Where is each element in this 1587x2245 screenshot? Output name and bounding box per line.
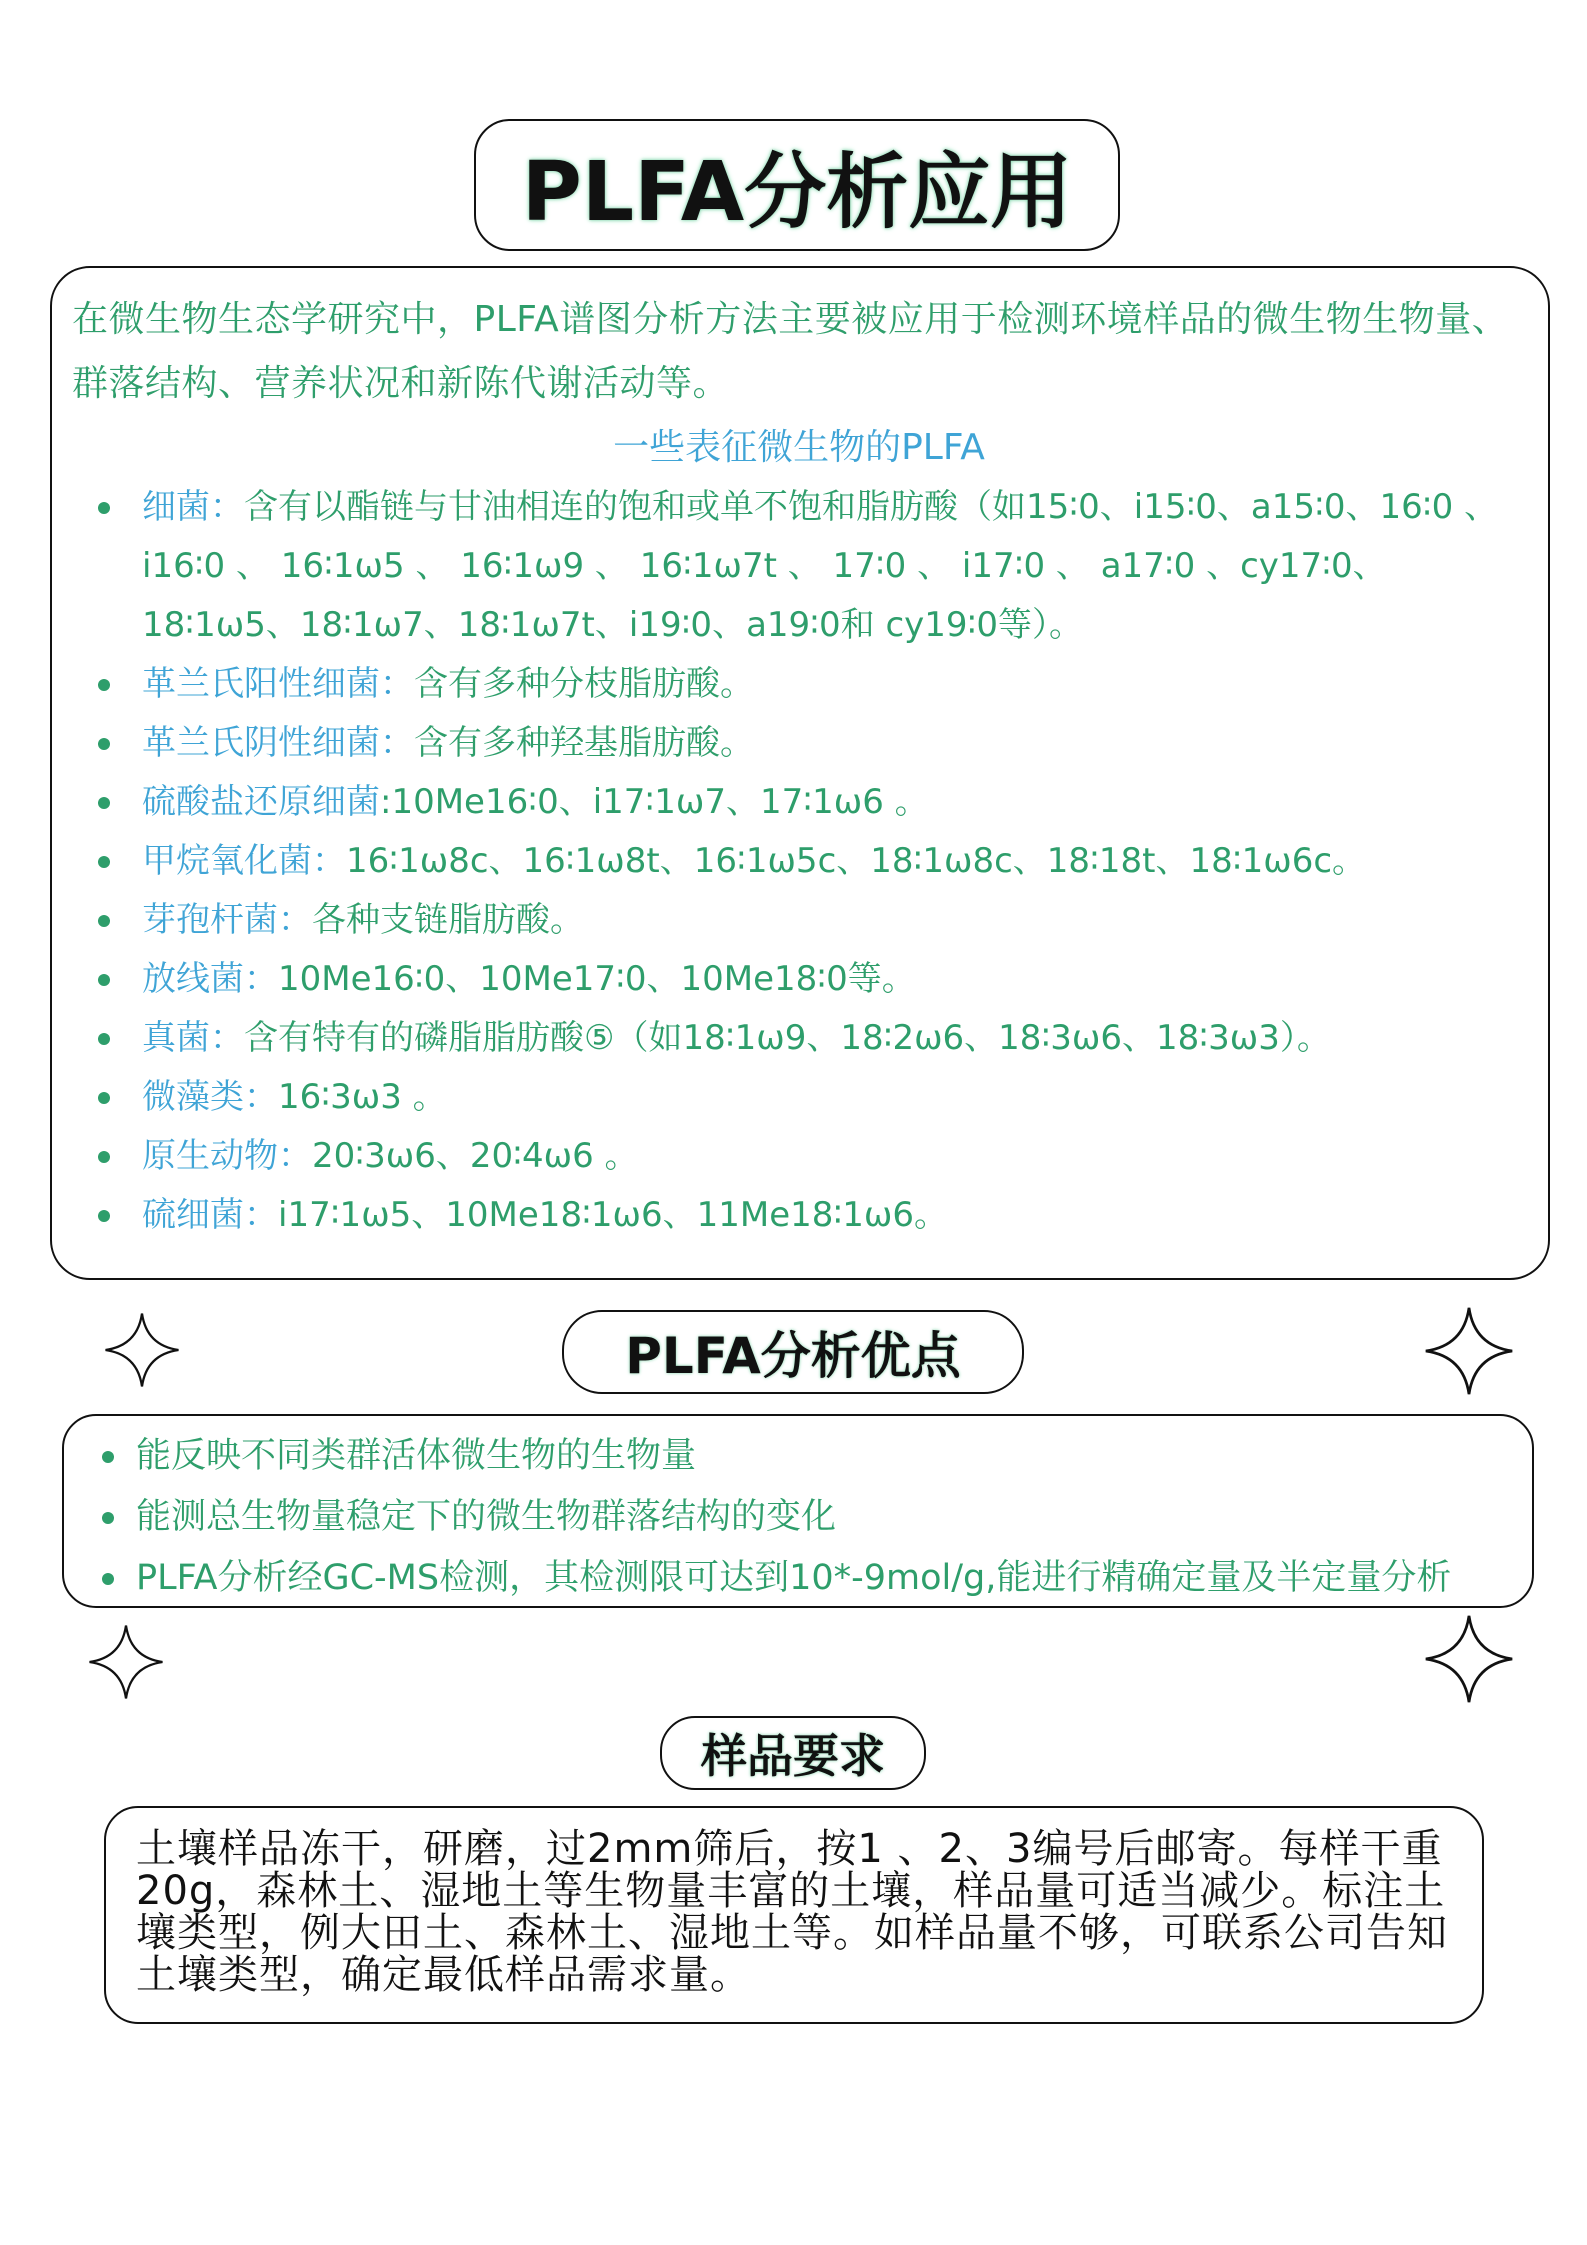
advantages-panel <box>62 1414 1534 1608</box>
list-item <box>72 832 1526 891</box>
sample-requirements-text: 土壤样品冻干，研磨，过2mm筛后，按1 、2、3编号后邮寄。每样干重20g，森林土、湿地土等生物量丰富的土壤，样品量可适当减少。标注土壤类型，例大田土、森林土、湿地土等。如样品量不够，可联系公司告知土壤类型，确定最低样品需求量。 <box>136 1826 1448 1998</box>
item-label: 细菌： <box>142 487 244 527</box>
sparkle-icon <box>104 1312 180 1388</box>
list-item <box>72 1009 1526 1068</box>
list-item <box>72 1186 1526 1245</box>
list-item <box>72 950 1526 1009</box>
bullet-icon <box>102 1451 114 1463</box>
item-label: 真菌： <box>142 1018 244 1058</box>
item-label: 革兰氏阴性细菌： <box>142 723 414 763</box>
bullet-icon <box>102 1573 114 1585</box>
sparkle-icon <box>1424 1306 1514 1396</box>
item-text: 16∶1ω8c、16∶1ω8t、16∶1ω5c、18∶1ω8c、18∶18t、18∶1ω6c。 <box>346 841 1367 881</box>
list-item <box>72 478 1526 655</box>
microbe-list <box>72 478 1526 1245</box>
bullet-icon <box>98 1033 110 1045</box>
item-text: 20∶3ω6、20∶4ω6 。 <box>312 1136 639 1176</box>
item-text: 含有多种分枝脂肪酸。 <box>414 664 754 704</box>
advantage-text: 能反映不同类群活体微生物的生物量 <box>136 1436 697 1476</box>
advantage-text: 能测总生物量稳定下的微生物群落结构的变化 <box>136 1497 837 1537</box>
item-text: 含有特有的磷脂脂肪酸⑤（如18∶1ω9、18∶2ω6、18∶3ω6、18∶3ω3）。 <box>244 1018 1331 1058</box>
bullet-icon <box>102 1512 114 1524</box>
bullet-icon <box>98 915 110 927</box>
advantages-title: PLFA分析优点 <box>562 1310 1024 1394</box>
bullet-icon <box>98 679 110 691</box>
item-label: 硫酸盐还原细菌 <box>142 782 380 822</box>
bullet-icon <box>98 1151 110 1163</box>
list-item <box>94 1426 1532 1487</box>
item-label: 甲烷氧化菌： <box>142 841 346 881</box>
list-item <box>94 1487 1532 1548</box>
bullet-icon <box>98 738 110 750</box>
item-text: 10Me16∶0、10Me17∶0、10Me18∶0等。 <box>278 959 916 999</box>
advantage-text: PLFA分析经GC-MS检测，其检测限可达到10*-9mol/g,能进行精确定量及半定量分析 <box>136 1558 1452 1598</box>
bullet-icon <box>98 856 110 868</box>
item-label: 硫细菌： <box>142 1195 278 1235</box>
sparkle-icon <box>1424 1614 1514 1704</box>
advantages-list <box>94 1426 1532 1609</box>
bullet-icon <box>98 1092 110 1104</box>
item-label: 芽孢杆菌： <box>142 900 312 940</box>
application-panel <box>50 266 1550 1280</box>
bullet-icon <box>98 974 110 986</box>
plfa-subheading: 一些表征微生物的PLFA <box>613 427 985 468</box>
item-label: 原生动物： <box>142 1136 312 1176</box>
intro-paragraph: 在微生物生态学研究中，PLFA谱图分析方法主要被应用于检测环境样品的微生物生物量、群落结构、营养状况和新陈代谢活动等。 <box>72 299 1509 404</box>
list-item <box>72 655 1526 714</box>
item-text: 含有多种羟基脂肪酸。 <box>414 723 754 763</box>
list-item <box>72 773 1526 832</box>
item-label: 革兰氏阳性细菌： <box>142 664 414 704</box>
sample-panel <box>104 1806 1484 2024</box>
sparkle-icon <box>88 1624 164 1700</box>
item-text: 各种支链脂肪酸。 <box>312 900 584 940</box>
page-title: PLFA分析应用 <box>474 119 1120 251</box>
sample-title: 样品要求 <box>660 1716 926 1790</box>
list-item <box>72 891 1526 950</box>
item-text: 含有以酯链与甘油相连的饱和或单不饱和脂肪酸（如15∶0、i15∶0、a15∶0、16∶0 、 i16∶0 、 16∶1ω5 、 16∶1ω9 、 16∶1ω7t 、 17∶0 、 i17∶0 、 a17∶0 、cy17∶0、18∶1ω5、18∶1ω7、18∶1ω7t、i19∶0、a19∶0和 cy19∶0等）。 <box>142 487 1499 645</box>
item-text: i17∶1ω5、10Me18∶1ω6、11Me18∶1ω6。 <box>278 1195 949 1235</box>
list-item <box>72 1068 1526 1127</box>
list-item <box>72 714 1526 773</box>
item-text: :10Me16∶0、i17∶1ω7、17∶1ω6 。 <box>380 782 929 822</box>
item-label: 微藻类： <box>142 1077 278 1117</box>
item-text: 16∶3ω3 。 <box>278 1077 447 1117</box>
bullet-icon <box>98 502 110 514</box>
list-item <box>72 1127 1526 1186</box>
item-label: 放线菌： <box>142 959 278 999</box>
list-item <box>94 1548 1532 1609</box>
bullet-icon <box>98 797 110 809</box>
bullet-icon <box>98 1210 110 1222</box>
